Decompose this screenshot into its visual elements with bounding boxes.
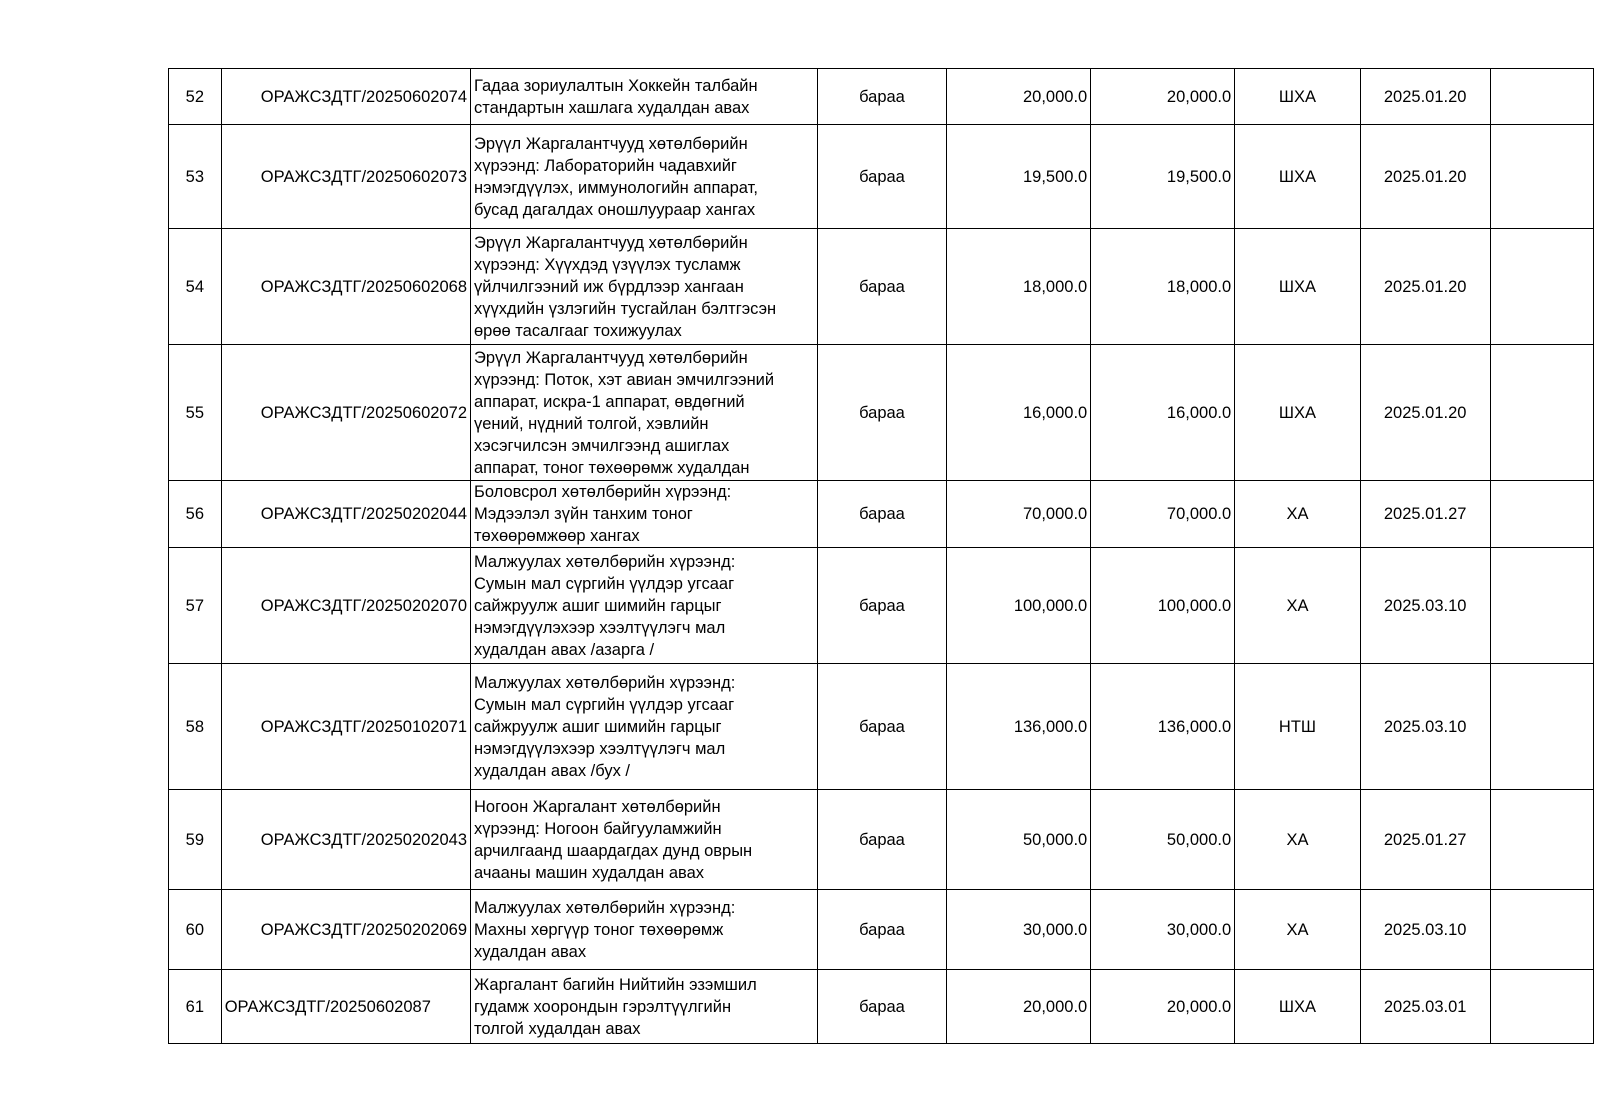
description-line: Боловсрол хөтөлбөрийн хүрээнд: xyxy=(474,483,732,501)
description-line: хүрээнд: Поток, хэт авиан эмчилгээний xyxy=(474,370,775,389)
description-cell xyxy=(471,125,818,229)
note-cell xyxy=(1490,481,1593,548)
description-line: Ногоон Жаргалант хөтөлбөрийн xyxy=(474,797,721,816)
row-number-cell: 56 xyxy=(169,481,222,548)
procurement-table xyxy=(168,68,1594,1044)
row-number-cell: 58 xyxy=(169,664,222,790)
procurement-code-cell: ОРАЖСЗДТГ/20250602074 xyxy=(221,69,470,125)
row-number-cell: 54 xyxy=(169,229,222,345)
description-line: Эрүүл Жаргалантчууд хөтөлбөрийн xyxy=(474,134,748,153)
procurement-code-cell: ОРАЖСЗДТГ/20250202043 xyxy=(221,790,470,890)
description-line: ачааны машин худалдан авах xyxy=(474,863,705,882)
description-text xyxy=(474,672,814,782)
description-text xyxy=(474,551,814,661)
procurement-method-cell: ШХА xyxy=(1235,69,1361,125)
description-line: сайжруулж ашиг шимийн гарцыг xyxy=(474,596,722,615)
budget-amount-cell: 20,000.0 xyxy=(947,970,1091,1044)
procurement-method-cell: ШХА xyxy=(1235,229,1361,345)
description-line: нэмэгдүүлэхээр хээлтүүлэгч мал xyxy=(474,618,726,637)
table-row xyxy=(169,481,1594,548)
date-cell: 2025.01.27 xyxy=(1360,481,1490,548)
procurement-method-cell: ХА xyxy=(1235,890,1361,970)
row-number-cell: 55 xyxy=(169,345,222,481)
date-cell: 2025.01.20 xyxy=(1360,125,1490,229)
note-cell xyxy=(1490,890,1593,970)
table-row xyxy=(169,970,1594,1044)
procurement-type-cell: бараа xyxy=(817,970,947,1044)
description-line: арчилгаанд шаардагдах дунд оврын xyxy=(474,841,753,860)
estimated-amount-cell: 50,000.0 xyxy=(1091,790,1235,890)
estimated-amount-cell: 70,000.0 xyxy=(1091,481,1235,548)
procurement-code-cell: ОРАЖСЗДТГ/20250602087 xyxy=(221,970,470,1044)
description-line: Сумын мал сүргийн үүлдэр угсааг xyxy=(474,695,735,714)
note-cell xyxy=(1490,970,1593,1044)
table-row xyxy=(169,69,1594,125)
description-line: өрөө тасалгааг тохижуулах xyxy=(474,321,682,340)
description-line: Мэдээлэл зүйн танхим тоног xyxy=(474,505,693,523)
table-row xyxy=(169,229,1594,345)
description-line: аппарат, тоног төхөөрөмж худалдан xyxy=(474,458,750,477)
table-row xyxy=(169,890,1594,970)
procurement-method-cell: ШХА xyxy=(1235,345,1361,481)
estimated-amount-cell: 19,500.0 xyxy=(1091,125,1235,229)
row-number-cell: 52 xyxy=(169,69,222,125)
budget-amount-cell: 70,000.0 xyxy=(947,481,1091,548)
budget-amount-cell: 19,500.0 xyxy=(947,125,1091,229)
table-body xyxy=(169,69,1594,1044)
description-text xyxy=(474,481,814,547)
description-line: төхөөрөмжөөр хангах xyxy=(474,527,640,545)
note-cell xyxy=(1490,548,1593,664)
note-cell xyxy=(1490,664,1593,790)
procurement-method-cell: ХА xyxy=(1235,790,1361,890)
budget-amount-cell: 16,000.0 xyxy=(947,345,1091,481)
description-line: гудамж хоорондын гэрэлтүүлгийн xyxy=(474,997,732,1016)
description-line: хэсэгчилсэн эмчилгээнд ашиглах xyxy=(474,436,730,455)
procurement-type-cell: бараа xyxy=(817,548,947,664)
description-line: худалдан авах xyxy=(474,942,587,961)
table-row xyxy=(169,548,1594,664)
procurement-method-cell: ШХА xyxy=(1235,970,1361,1044)
description-text xyxy=(474,796,814,884)
description-line: хүрээнд: Ногоон байгууламжийн xyxy=(474,819,722,838)
description-cell xyxy=(471,345,818,481)
note-cell xyxy=(1490,790,1593,890)
procurement-code-cell: ОРАЖСЗДТГ/20250202070 xyxy=(221,548,470,664)
note-cell xyxy=(1490,229,1593,345)
description-cell xyxy=(471,481,818,548)
description-line: үйлчилгээний иж бүрдлээр хангаан xyxy=(474,277,744,296)
procurement-code-cell: ОРАЖСЗДТГ/20250202044 xyxy=(221,481,470,548)
description-line: стандартын хашлага худалдан авах xyxy=(474,98,750,117)
row-number-cell: 59 xyxy=(169,790,222,890)
date-cell: 2025.01.20 xyxy=(1360,345,1490,481)
budget-amount-cell: 30,000.0 xyxy=(947,890,1091,970)
estimated-amount-cell: 136,000.0 xyxy=(1091,664,1235,790)
description-cell xyxy=(471,790,818,890)
date-cell: 2025.03.10 xyxy=(1360,664,1490,790)
procurement-method-cell: НТШ xyxy=(1235,664,1361,790)
row-number-cell: 60 xyxy=(169,890,222,970)
estimated-amount-cell: 16,000.0 xyxy=(1091,345,1235,481)
procurement-method-cell: ШХА xyxy=(1235,125,1361,229)
description-line: толгой худалдан авах xyxy=(474,1019,641,1038)
description-line: хүүхдийн үзлэгийн тусгайлан бэлтгэсэн xyxy=(474,299,777,318)
date-cell: 2025.03.10 xyxy=(1360,548,1490,664)
procurement-type-cell: бараа xyxy=(817,229,947,345)
budget-amount-cell: 136,000.0 xyxy=(947,664,1091,790)
procurement-type-cell: бараа xyxy=(817,345,947,481)
date-cell: 2025.01.20 xyxy=(1360,69,1490,125)
description-line: Малжуулах хөтөлбөрийн хүрээнд: xyxy=(474,898,736,917)
description-line: худалдан авах /бух / xyxy=(474,761,630,780)
table-row xyxy=(169,664,1594,790)
description-cell xyxy=(471,890,818,970)
description-text xyxy=(474,974,814,1040)
procurement-method-cell: ХА xyxy=(1235,481,1361,548)
description-line: худалдан авах /азарга / xyxy=(474,640,655,659)
description-line: нэмэгдүүлэх, иммунологийн аппарат, xyxy=(474,178,758,197)
description-cell xyxy=(471,69,818,125)
table-row xyxy=(169,790,1594,890)
procurement-code-cell: ОРАЖСЗДТГ/20250602073 xyxy=(221,125,470,229)
procurement-type-cell: бараа xyxy=(817,69,947,125)
description-line: Эрүүл Жаргалантчууд хөтөлбөрийн xyxy=(474,233,748,252)
description-line: аппарат, искра-1 аппарат, өвдөгний xyxy=(474,392,745,411)
row-number-cell: 61 xyxy=(169,970,222,1044)
estimated-amount-cell: 100,000.0 xyxy=(1091,548,1235,664)
description-line: Махны хөргүүр тоног төхөөрөмж xyxy=(474,920,724,939)
description-text xyxy=(474,133,814,221)
description-line: Гадаа зориулалтын Хоккейн талбайн xyxy=(474,76,758,95)
description-text xyxy=(474,232,814,342)
description-line: үений, нүдний толгой, хэвлийн xyxy=(474,414,709,433)
procurement-method-cell: ХА xyxy=(1235,548,1361,664)
note-cell xyxy=(1490,69,1593,125)
procurement-type-cell: бараа xyxy=(817,481,947,548)
description-text xyxy=(474,75,814,119)
budget-amount-cell: 50,000.0 xyxy=(947,790,1091,890)
description-line: сайжруулж ашиг шимийн гарцыг xyxy=(474,717,722,736)
description-line: бусад дагалдах оношлуураар хангах xyxy=(474,200,756,219)
procurement-type-cell: бараа xyxy=(817,790,947,890)
estimated-amount-cell: 30,000.0 xyxy=(1091,890,1235,970)
description-text xyxy=(474,347,814,479)
description-text xyxy=(474,897,814,963)
row-number-cell: 53 xyxy=(169,125,222,229)
description-cell xyxy=(471,664,818,790)
description-line: Эрүүл Жаргалантчууд хөтөлбөрийн xyxy=(474,348,748,367)
estimated-amount-cell: 20,000.0 xyxy=(1091,970,1235,1044)
description-line: хүрээнд: Лабораторийн чадавхийг xyxy=(474,156,737,175)
row-number-cell: 57 xyxy=(169,548,222,664)
description-line: Малжуулах хөтөлбөрийн хүрээнд: xyxy=(474,552,736,571)
budget-amount-cell: 100,000.0 xyxy=(947,548,1091,664)
description-line: хүрээнд: Хүүхдэд үзүүлэх тусламж xyxy=(474,255,741,274)
table-row xyxy=(169,345,1594,481)
date-cell: 2025.01.27 xyxy=(1360,790,1490,890)
description-line: Сумын мал сүргийн үүлдэр угсааг xyxy=(474,574,735,593)
estimated-amount-cell: 20,000.0 xyxy=(1091,69,1235,125)
note-cell xyxy=(1490,125,1593,229)
budget-amount-cell: 18,000.0 xyxy=(947,229,1091,345)
note-cell xyxy=(1490,345,1593,481)
date-cell: 2025.01.20 xyxy=(1360,229,1490,345)
procurement-code-cell: ОРАЖСЗДТГ/20250202069 xyxy=(221,890,470,970)
budget-amount-cell: 20,000.0 xyxy=(947,69,1091,125)
description-cell xyxy=(471,229,818,345)
description-line: Малжуулах хөтөлбөрийн хүрээнд: xyxy=(474,673,736,692)
procurement-type-cell: бараа xyxy=(817,890,947,970)
date-cell: 2025.03.01 xyxy=(1360,970,1490,1044)
procurement-code-cell: ОРАЖСЗДТГ/20250602068 xyxy=(221,229,470,345)
procurement-code-cell: ОРАЖСЗДТГ/20250602072 xyxy=(221,345,470,481)
procurement-code-cell: ОРАЖСЗДТГ/20250102071 xyxy=(221,664,470,790)
description-line: нэмэгдүүлэхээр хээлтүүлэгч мал xyxy=(474,739,726,758)
description-line: Жаргалант багийн Нийтийн эзэмшил xyxy=(474,975,757,994)
procurement-type-cell: бараа xyxy=(817,664,947,790)
table-row xyxy=(169,125,1594,229)
description-cell xyxy=(471,970,818,1044)
date-cell: 2025.03.10 xyxy=(1360,890,1490,970)
estimated-amount-cell: 18,000.0 xyxy=(1091,229,1235,345)
procurement-type-cell: бараа xyxy=(817,125,947,229)
description-cell xyxy=(471,548,818,664)
